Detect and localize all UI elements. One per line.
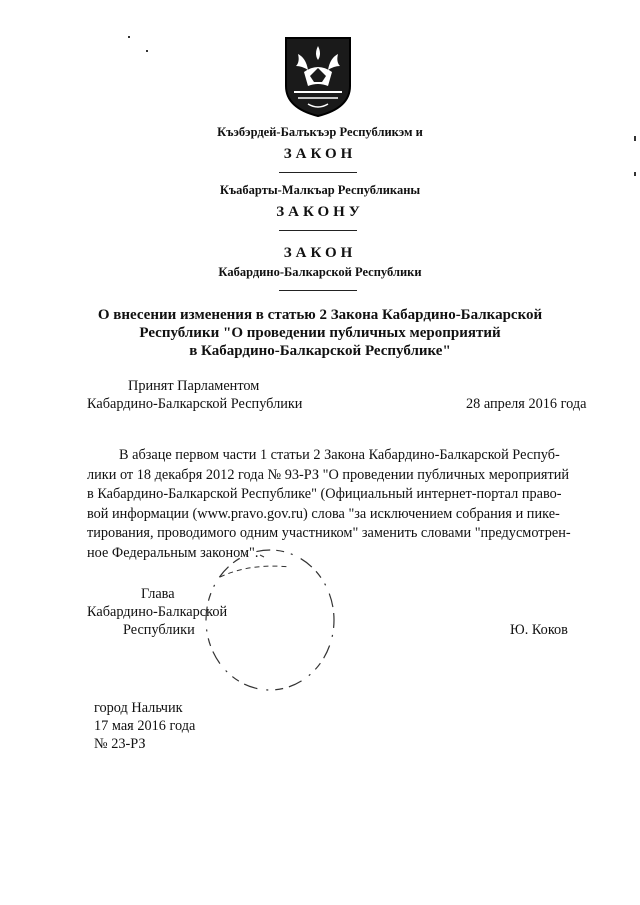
law-body-line: лики от 18 декабря 2012 года № 93-РЗ "О проведении публичных мероприятий [87, 466, 570, 483]
signatory-name: Ю. Коков [510, 622, 568, 638]
header-kabardian: Къэбэрдей-Балъкъэр Республикэм и [217, 125, 423, 139]
header-law-kabardian: ЗАКОН [283, 146, 357, 162]
speck-mark [146, 50, 148, 52]
signature-title: Республики [123, 622, 195, 638]
speck-mark [634, 172, 636, 176]
header-republic: Кабардино-Балкарской Республики [218, 265, 422, 279]
footer-date: 17 мая 2016 года [94, 718, 196, 734]
footer-city: город Нальчик [94, 700, 183, 716]
adopted-by: Принят Парламентом [128, 378, 260, 394]
law-body [87, 446, 599, 563]
header-divider [279, 172, 357, 173]
adopted-date: 28 апреля 2016 года [466, 396, 587, 412]
law-body-line: в Кабардино-Балкарской Республике" (Официальный интернет-портал право- [87, 486, 562, 502]
speck-mark [128, 36, 130, 38]
signature-title: Кабардино-Балкарской [87, 604, 228, 620]
law-title-line: в Кабардино-Балкарской Республике" [189, 343, 451, 359]
header-balkar: Къабарты-Малкъар Республиканы [219, 183, 421, 197]
adopted-parliament: Кабардино-Балкарской Республики [87, 396, 303, 412]
header-divider [279, 230, 357, 231]
law-body-line: тирования, проводимого одним участником" заменить словами "предусмотрен- [87, 525, 571, 541]
header-law-balkar: ЗАКОНУ [276, 204, 364, 220]
law-body-line: В абзаце первом части 1 статьи 2 Закона Кабардино-Балкарской Респуб- [119, 447, 560, 463]
law-title-line: Республики "О проведении публичных мероприятий [139, 325, 501, 341]
header-law-russian: ЗАКОН [283, 245, 357, 261]
law-body-line: вой информации (www.pravo.gov.ru) слова "за исключением собрания и пике- [87, 505, 560, 522]
law-body-line: ное Федеральным законом". [87, 544, 259, 561]
law-title-line: О внесении изменения в статью 2 Закона Кабардино-Балкарской [97, 307, 543, 323]
header-divider [279, 290, 357, 291]
footer-number: № 23-РЗ [94, 736, 146, 752]
law-title [0, 306, 640, 360]
signature-title: Глава [141, 586, 175, 602]
coat-of-arms-emblem [284, 36, 352, 118]
